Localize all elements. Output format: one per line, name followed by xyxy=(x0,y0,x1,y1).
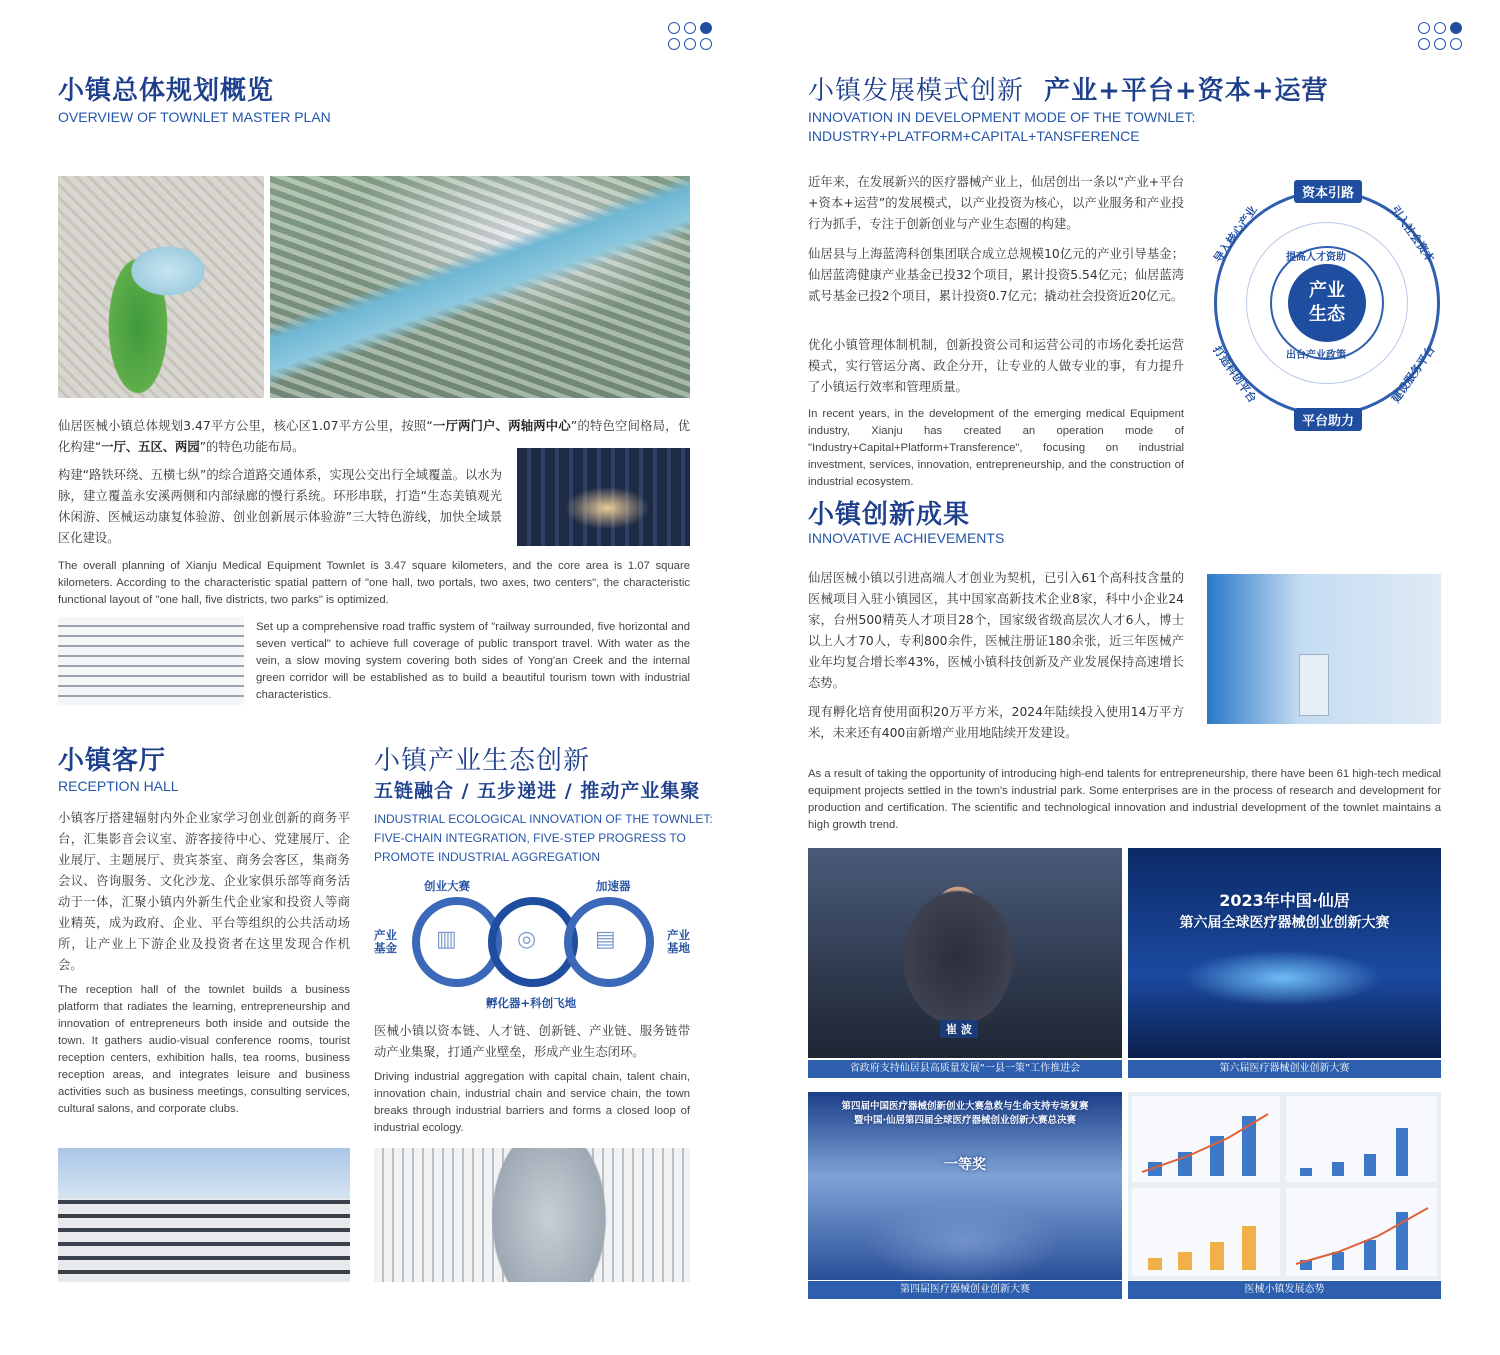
right-page xyxy=(750,0,1500,1355)
mini-bar xyxy=(1242,1226,1256,1270)
master-plan-paragraph-en-2: Set up a comprehensive road traffic system of "railway surrounded, five horizontal and seven vertical" to achieve full coverage of public transport travel. With water as the vein, a slow moving system covering both sides of Yong'an Creek and the internal green corridor will be established as to build a beautiful tourism town with industrial characteristics. xyxy=(256,621,690,701)
caption-government-meeting: 省政府支持仙居县高质量发展“一县一策”工作推进会 xyxy=(808,1060,1122,1078)
stage-banner-year: 2023年中国·仙居 xyxy=(1219,891,1350,910)
reception-paragraph: 小镇客厅搭建辐射内外企业家学习创业创新的商务平台，汇集影音会议室、游客接待中心、党建展厅、企业展厅、主题展厅、贵宾茶室、商务会客区，集商务会议、咨询服务、文化沙龙、企业家俱乐部等商务活动于一体，汇聚小镇内外新生代企业家和投资人等商业精英，成为政府、企业、平台等组织的公共活动场所，让产业上下游企业及投资者在这里发现合作机会。 xyxy=(58,811,350,972)
master-plan-paragraph-1: 仙居医械小镇总体规划3.47平方公里，核心区1.07平方公里，按照“一厅两门户、两轴两中心”的特色空间格局，优化构建“一厅、五区、两园”的特色功能布局。 xyxy=(58,419,690,454)
master-plan-subtitle: OVERVIEW OF TOWNLET MASTER PLAN xyxy=(58,109,331,125)
mode-paragraph-en: In recent years, in the development of the emerging medical Equipment industry, Xianju has created an operation mode of "Industry+Capital+Platform+Transference", focusing on industrial investment, services, innovation, entrepreneurship, and the construction of industrial ecosystem. xyxy=(808,408,1184,488)
ecology-subtitle: 五链融合 / 五步递进 / 推动产业集聚 xyxy=(374,780,701,802)
building-icon: ▤ xyxy=(595,927,616,952)
dot-active xyxy=(700,22,712,34)
achievements-title: 小镇创新成果 xyxy=(808,500,971,530)
industry-ecology-diagram xyxy=(1212,180,1442,440)
mini-bar xyxy=(1364,1154,1376,1176)
dot xyxy=(684,22,696,34)
industrial-campus-image xyxy=(374,1148,690,1282)
tag-platform-support: 平台助力 xyxy=(1294,408,1362,431)
outer-label-top-right: 引入社会资本 xyxy=(1388,203,1437,266)
speech-stage-image xyxy=(1207,574,1441,724)
mini-bar xyxy=(1332,1162,1344,1176)
bar-chart-icon: ▥ xyxy=(436,927,457,952)
page-indicator-dots xyxy=(1418,22,1462,50)
achievements-paragraph-1: 仙居医械小镇以引进高端人才创业为契机，已引入61个高科技含量的医械项目入驻小镇园区，其中国家高新技术企业8家，科中小企业24家，台州500精英人才项目28个，国家级省级高层次人才6人，博士以上人才70人，专利800余件，医械注册证180余张，近三年医械产业年均复合增长率43%，医械小镇科技创新及产业发展保持高速增长态势。 xyxy=(808,571,1184,690)
ecology-paragraph: 医械小镇以资本链、人才链、创新链、产业链、服务链带动产业集聚，打通产业壁垒，形成产业生态闭环。 xyxy=(374,1024,690,1059)
stage-banner-title: 第六届全球医疗器械创业创新大赛 xyxy=(1179,915,1390,931)
chain-label-top-right: 加速器 xyxy=(596,879,631,893)
reception-title: 小镇客厅 xyxy=(58,746,167,776)
mini-bar xyxy=(1178,1252,1192,1270)
achievements-paragraph-en: As a result of taking the opportunity of introducing high-end talents for entrepreneurship, there have been 61 high-tech medical equipment projects settled in the town's industrial park. Some enterprises are in the process of research and development for production and certification. The scientific and technological innovation and industrial development of the townlet maintains a high growth trend. xyxy=(808,768,1441,831)
award-banner-line1: 第四届中国医疗器械创新创业大赛急救与生命支持专场复赛 xyxy=(841,1101,1089,1112)
dot xyxy=(1418,38,1430,50)
night-view-image xyxy=(517,448,690,546)
mini-bar xyxy=(1300,1168,1312,1176)
award-first-prize: 一等奖 xyxy=(944,1157,986,1173)
master-plan-title: 小镇总体规划概览 xyxy=(58,76,275,106)
achievements-paragraph-2: 现有孵化培育使用面积20万平方米，2024年陆续投入使用14万平方米，未来还有400亩新增产业用地陆续开发建设。 xyxy=(808,705,1184,740)
ecology-subtitle-en: INDUSTRIAL ECOLOGICAL INNOVATION OF THE TOWNLET: FIVE-CHAIN INTEGRATION, FIVE-STEP PROGRESS TO PROMOTE INDUSTRIAL AGGREGATION xyxy=(374,812,713,864)
aerial-rendering-image xyxy=(270,176,690,398)
dot-active xyxy=(1450,22,1462,34)
dot xyxy=(700,38,712,50)
five-chain-diagram xyxy=(374,875,690,1010)
master-plan-paragraph-2: 构建“路铁环绕、五横七纵”的综合道路交通体系，实现公交出行全域覆盖。以水为脉，建立覆盖永安溪两侧和内部绿廊的慢行系统。环形串联，打造“生态美镇观光休闲游、医械运动康复体验游、创业创新展示体验游”三大特色游线，加快全域景区化建设。 xyxy=(58,468,502,545)
reception-paragraph-en: The reception hall of the townlet builds a business platform that radiates the learning, entrepreneurship and innovation of entrepreneurs both inside and outside the town. It gathers audio-visual conference rooms, tourist reception centers, exhibition halls, tea rooms, business reception areas, and integrates leisure and business activities such as business meetings, consulting services, cultural salons, and corporate clubs. xyxy=(58,984,350,1115)
dot xyxy=(668,38,680,50)
government-meeting-image xyxy=(808,848,1122,1058)
development-charts-image xyxy=(1128,1092,1441,1280)
mode-paragraph-2: 仙居县与上海蓝湾科创集团联合成立总规模10亿元的产业引导基金；仙居蓝湾健康产业基金已投32个项目，累计投资5.54亿元；仙居蓝湾贰号基金已投2个项目，累计投资0.7亿元；撬动社会投资近20亿元。 xyxy=(808,247,1184,303)
dot xyxy=(1450,38,1462,50)
dot xyxy=(684,38,696,50)
mini-bar xyxy=(1396,1128,1408,1176)
inner-label-top: 提高人才资助 xyxy=(1286,252,1346,263)
outer-label-top-left: 导入核心产业 xyxy=(1211,203,1260,266)
achievements-subtitle: INNOVATIVE ACHIEVEMENTS xyxy=(808,530,1005,546)
building-image xyxy=(58,617,244,705)
mini-bar xyxy=(1148,1258,1162,1270)
center-core: 产业 生态 xyxy=(1288,264,1366,342)
ecology-paragraph-en: Driving industrial aggregation with capital chain, talent chain, innovation chain, industrial chain and service chain, the town breaks through industrial barriers and forms a closed loop of industrial ecology. xyxy=(374,1071,690,1134)
mode-paragraph-3: 优化小镇管理体制机制，创新投资公司和运营公司的市场化委托运营模式，实行管运分离、政企分开，让专业的人做专业的事，有力提升了小镇运行效率和管理质量。 xyxy=(808,338,1184,394)
dot xyxy=(1418,22,1430,34)
charts-thumbnail xyxy=(1128,1092,1441,1280)
award-banner-line2: 暨中国·仙居第四届全球医疗器械创业创新大赛总决赛 xyxy=(853,1115,1077,1126)
reception-subtitle: RECEPTION HALL xyxy=(58,778,179,794)
nameplate: 崔 波 xyxy=(940,1020,978,1038)
leaf-circle-icon: ◎ xyxy=(517,927,537,952)
reception-hall-image xyxy=(58,1148,350,1282)
master-plan-map-image xyxy=(58,176,264,398)
caption-sixth-competition: 第六届医疗器械创业创新大赛 xyxy=(1128,1060,1441,1078)
dot xyxy=(1434,22,1446,34)
mode-paragraph-1: 近年来，在发展新兴的医疗器械产业上，仙居创出一条以“产业+平台+资本+运营”的发展模式，以产业投资为核心，以产业服务和产业投行为抓手，专注于创新创业与产业生态圈的构建。 xyxy=(808,175,1184,231)
mode-subtitle-en: INNOVATION IN DEVELOPMENT MODE OF THE TOWNLET: INDUSTRY+PLATFORM+CAPITAL+TANSFERENCE xyxy=(808,109,1196,144)
dot xyxy=(668,22,680,34)
chain-label-bottom: 孵化器+科创飞地 xyxy=(486,996,577,1010)
page-indicator-dots xyxy=(668,22,712,50)
caption-development-trend: 医械小镇发展态势 xyxy=(1128,1281,1441,1299)
inner-label-bottom: 出台产业政策 xyxy=(1286,350,1346,361)
podium xyxy=(1299,654,1329,716)
ecology-title: 小镇产业生态创新 xyxy=(374,746,591,776)
outer-label-bottom-left: 打造科创平台 xyxy=(1210,343,1259,406)
mini-bar xyxy=(1210,1242,1224,1270)
master-plan-paragraph-en-1: The overall planning of Xianju Medical Equipment Townlet is 3.47 square kilometers, and the core area is 1.07 square kilometers. According to the characteristic spatial pattern of "one hall, two portals, two axes, two centers", the characteristic functional layout of "one hall, five districts, two parks" is optimized. xyxy=(58,560,690,606)
chain-label-right: 产业 基地 xyxy=(667,928,690,955)
mini-bar xyxy=(1332,1252,1344,1270)
dot xyxy=(1434,38,1446,50)
chain-label-left: 产业 基金 xyxy=(374,928,397,955)
competition-stage-image xyxy=(1128,848,1441,1058)
award-ceremony-image xyxy=(808,1092,1122,1280)
caption-fourth-competition: 第四届医疗器械创业创新大赛 xyxy=(808,1281,1122,1299)
mode-title: 小镇发展模式创新 产业+平台+资本+运营 xyxy=(808,76,1329,106)
outer-label-bottom-right: 建设服务平台 xyxy=(1389,343,1438,406)
tag-capital-guide: 资本引路 xyxy=(1294,180,1362,203)
mini-bar xyxy=(1364,1240,1376,1270)
chain-label-top-left: 创业大赛 xyxy=(424,879,470,893)
